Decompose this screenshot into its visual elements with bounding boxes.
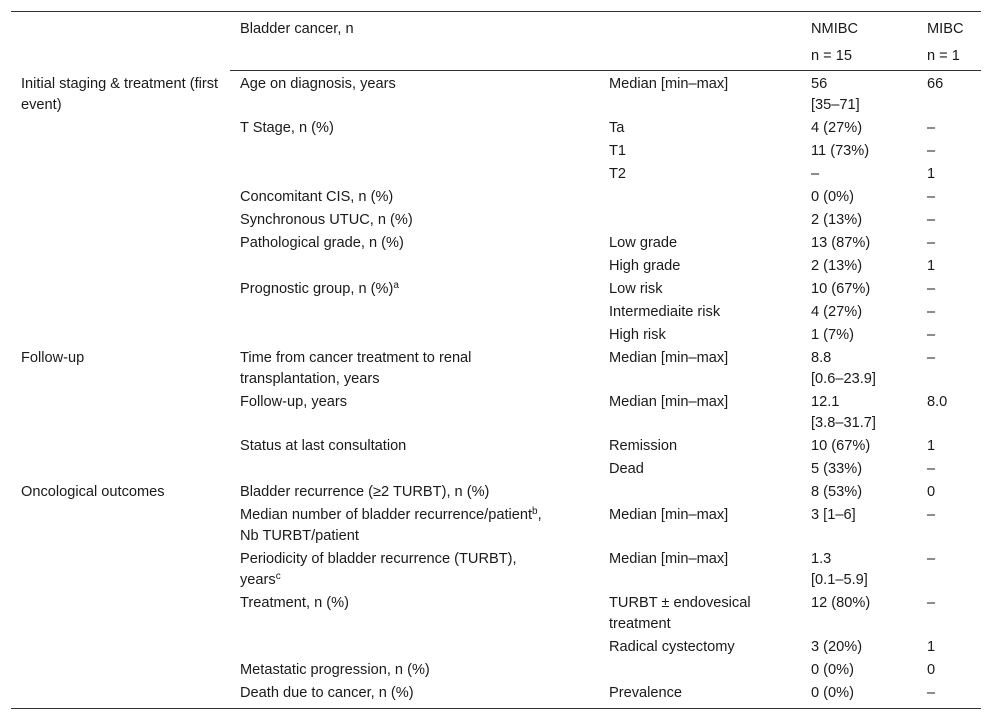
table-row (11, 278, 981, 301)
row-sub (599, 481, 801, 504)
row-sub (599, 209, 801, 232)
header-title: Bladder cancer, n (230, 12, 599, 43)
table-row (11, 636, 981, 659)
table-row (11, 140, 981, 163)
row-mibc: – (927, 143, 936, 159)
row-sub: Radical cystectomy (609, 639, 735, 655)
table-row (11, 347, 981, 391)
row-sub: High grade (609, 258, 681, 274)
row-mibc: 1 (927, 258, 936, 274)
row-label: Follow-up, years (240, 394, 348, 410)
table-row (11, 435, 981, 458)
row-mibc: – (917, 682, 981, 709)
row-nmibc: 8.8 [0.6–23.9] (811, 350, 876, 387)
row-label (230, 324, 599, 347)
row-sub: Ta (609, 120, 625, 136)
row-mibc: – (927, 304, 936, 320)
row-nmibc: 13 (87%) (811, 235, 871, 251)
section-followup: Follow-up (21, 350, 85, 366)
table-row (11, 324, 981, 347)
table-row (11, 682, 981, 709)
row-sub: Median [min–max] (609, 76, 729, 92)
row-nmibc: 2 (13%) (811, 212, 863, 228)
row-sub: Low grade (609, 235, 678, 251)
row-nmibc: 1 (7%) (811, 327, 854, 343)
row-sub: Median [min–max] (609, 551, 729, 567)
row-sub (599, 659, 801, 682)
row-nmibc: 0 (0%) (801, 682, 917, 709)
table-row (11, 71, 981, 118)
row-sub: T1 (609, 143, 627, 159)
row-nmibc: 0 (0%) (811, 662, 854, 678)
row-label (230, 255, 599, 278)
row-mibc: – (927, 327, 936, 343)
row-label: Synchronous UTUC, n (%) (240, 212, 413, 228)
row-label: Status at last consultation (240, 438, 407, 454)
row-label: Periodicity of bladder recurrence (TURBT), years$^c$ (240, 551, 517, 588)
row-sub: Median [min–max] (609, 394, 729, 410)
row-mibc: – (927, 189, 936, 205)
table-row (11, 255, 981, 278)
row-label (230, 163, 599, 186)
row-label: Treatment, n (%) (240, 595, 349, 611)
row-nmibc: 8 (53%) (811, 484, 863, 500)
row-nmibc: 3 (20%) (811, 639, 863, 655)
row-label: Time from cancer treatment to renal transplantation, years (240, 350, 472, 387)
row-nmibc: – (811, 166, 820, 182)
row-sub: TURBT ± endovesical treatment (609, 595, 751, 632)
row-nmibc: 1.3 [0.1–5.9] (811, 551, 868, 588)
table-row (11, 232, 981, 255)
row-mibc: – (927, 461, 936, 477)
row-nmibc: 10 (67%) (811, 281, 871, 297)
row-nmibc: 4 (27%) (811, 120, 863, 136)
table-row (11, 391, 981, 435)
row-label: Concomitant CIS, n (%) (240, 189, 394, 205)
row-nmibc: 11 (73%) (811, 143, 870, 159)
table-row (11, 481, 981, 504)
row-sub: Dead (609, 461, 644, 477)
row-mibc: – (927, 235, 936, 251)
row-label (230, 458, 599, 481)
row-sub: High risk (609, 327, 666, 343)
row-nmibc: 3 [1–6] (811, 507, 856, 523)
row-nmibc: 4 (27%) (811, 304, 863, 320)
row-mibc: – (927, 507, 936, 523)
row-sub: Median [min–max] (609, 507, 729, 523)
bladder-cancer-table (11, 11, 981, 709)
table-row (11, 163, 981, 186)
header-n-nmibc: n = 15 (801, 42, 917, 71)
row-mibc: 1 (927, 639, 936, 655)
table-row (11, 186, 981, 209)
row-nmibc: 12 (80%) (811, 595, 871, 611)
row-mibc: – (927, 212, 936, 228)
row-mibc: – (927, 551, 936, 567)
row-nmibc: 12.1 [3.8–31.7] (811, 394, 876, 431)
row-sub: T2 (609, 166, 627, 182)
row-sub: Remission (609, 438, 678, 454)
header-n-mibc: n = 1 (917, 42, 981, 71)
table-row (11, 117, 981, 140)
row-label: Prognostic group, n (%)$^a$ (240, 280, 399, 297)
table-row (11, 301, 981, 324)
row-label: Death due to cancer, n (%) (230, 682, 599, 709)
row-sub: Intermediaite risk (609, 304, 721, 320)
row-sub (599, 186, 801, 209)
row-mibc: 1 (927, 438, 936, 454)
table-row (11, 504, 981, 548)
row-sub: Low risk (609, 281, 663, 297)
row-nmibc: 5 (33%) (811, 461, 863, 477)
row-label: Median number of bladder recurrence/patient$^b$, Nb TURBT/patient (240, 506, 542, 544)
row-label: Metastatic progression, n (%) (240, 662, 430, 678)
row-label (230, 636, 599, 659)
row-mibc: 0 (927, 662, 936, 678)
header-nmibc: NMIBC (801, 12, 917, 43)
row-sub: Prevalence (599, 682, 801, 709)
row-mibc: 0 (927, 484, 936, 500)
footnote-mark: b (532, 506, 538, 517)
header-row (11, 12, 981, 43)
row-nmibc: 10 (67%) (811, 438, 871, 454)
section-outcomes: Oncological outcomes (21, 484, 165, 500)
table-row (11, 548, 981, 592)
section-initial: Initial staging & treatment (first event) (21, 75, 219, 113)
footnote-mark: c (275, 571, 281, 582)
row-mibc: – (927, 595, 936, 611)
header-mibc: MIBC (917, 12, 981, 43)
row-mibc: 1 (927, 166, 936, 182)
row-label (230, 301, 599, 324)
row-label: T Stage, n (%) (240, 120, 334, 136)
row-nmibc: 0 (0%) (811, 189, 854, 205)
table-row (11, 209, 981, 232)
row-label: Age on diagnosis, years (240, 76, 396, 92)
table-row (11, 458, 981, 481)
row-sub: Median [min–max] (609, 350, 729, 366)
row-mibc: 8.0 (927, 394, 948, 410)
row-mibc: 66 (927, 76, 944, 92)
row-label: Pathological grade, n (%) (240, 235, 404, 251)
row-label (230, 140, 599, 163)
row-mibc: – (927, 350, 936, 366)
row-nmibc: 56 [35–71] (811, 76, 860, 113)
header-n-row (11, 42, 981, 71)
row-label: Bladder recurrence (≥2 TURBT), n (%) (240, 484, 490, 500)
footnote-mark: a (393, 280, 399, 291)
table-row (11, 659, 981, 682)
table-row (11, 592, 981, 636)
row-mibc: – (927, 120, 936, 136)
row-nmibc: 2 (13%) (811, 258, 863, 274)
row-mibc: – (927, 281, 936, 297)
